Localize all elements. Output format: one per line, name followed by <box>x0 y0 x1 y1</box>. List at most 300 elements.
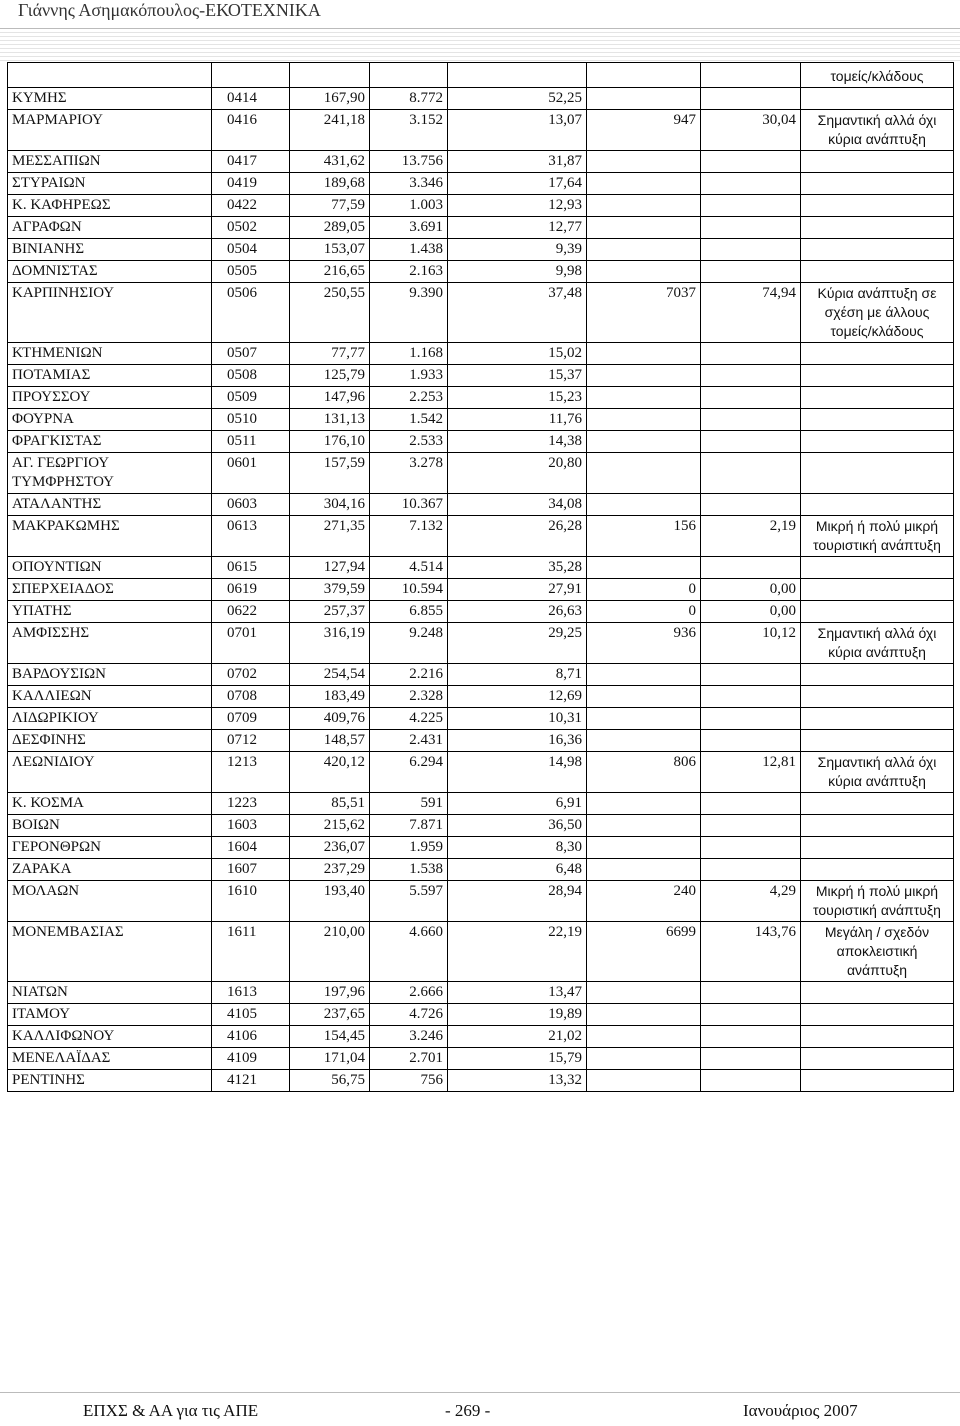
ratio-value <box>701 708 801 730</box>
municipality-name: ΑΓ. ΓΕΩΡΓΙΟΥ ΤΥΜΦΡΗΣΤΟΥ <box>8 453 212 494</box>
population-value: 4.225 <box>370 708 448 730</box>
municipality-name: ΚΥΜΗΣ <box>8 88 212 110</box>
density-value: 12,77 <box>448 217 587 239</box>
area-value: 379,59 <box>290 579 370 601</box>
development-note <box>801 494 954 516</box>
area-value: 154,45 <box>290 1026 370 1048</box>
municipality-code: 0509 <box>212 387 290 409</box>
area-value: 250,55 <box>290 283 370 343</box>
population-value: 6.294 <box>370 752 448 793</box>
beds-value <box>587 88 701 110</box>
population-value: 9.248 <box>370 623 448 664</box>
table-row <box>8 431 954 453</box>
municipality-name: ΥΠΑΤΗΣ <box>8 601 212 623</box>
ratio-value <box>701 365 801 387</box>
density-value: 6,48 <box>448 859 587 881</box>
area-value: 147,96 <box>290 387 370 409</box>
area-value: 189,68 <box>290 173 370 195</box>
ratio-value <box>701 730 801 752</box>
municipality-name: ΙΤΑΜΟΥ <box>8 1004 212 1026</box>
table-row <box>8 708 954 730</box>
beds-value <box>587 365 701 387</box>
density-value: 52,25 <box>448 88 587 110</box>
beds-value <box>587 217 701 239</box>
municipality-name: ΑΤΑΛΑΝΤΗΣ <box>8 494 212 516</box>
area-value: 237,29 <box>290 859 370 881</box>
municipality-name: ΔΟΜΝΙΣΤΑΣ <box>8 261 212 283</box>
area-value: 210,00 <box>290 922 370 982</box>
beds-value <box>587 261 701 283</box>
table-row <box>8 601 954 623</box>
population-value: 2.328 <box>370 686 448 708</box>
ratio-value <box>701 453 801 494</box>
table-row <box>8 173 954 195</box>
municipality-code: 0505 <box>212 261 290 283</box>
ratio-value <box>701 557 801 579</box>
municipality-name: ΒΙΝΙΑΝΗΣ <box>8 239 212 261</box>
population-value: 3.278 <box>370 453 448 494</box>
density-value: 8,30 <box>448 837 587 859</box>
municipality-code: 0712 <box>212 730 290 752</box>
table-row <box>8 88 954 110</box>
beds-value: 806 <box>587 752 701 793</box>
municipality-name: Κ. ΚΟΣΜΑ <box>8 793 212 815</box>
municipality-name: ΒΟΙΩΝ <box>8 815 212 837</box>
density-value: 20,80 <box>448 453 587 494</box>
table-row <box>8 623 954 664</box>
municipality-name: Κ. ΚΑΦΗΡΕΩΣ <box>8 195 212 217</box>
density-value: 15,02 <box>448 343 587 365</box>
population-value: 756 <box>370 1070 448 1092</box>
table-row <box>8 283 954 343</box>
footer-left: ΕΠΧΣ & ΑΑ για τις ΑΠΕ <box>83 1401 259 1420</box>
density-value: 12,69 <box>448 686 587 708</box>
municipality-name: ΜΟΛΑΩΝ <box>8 881 212 922</box>
development-note <box>801 859 954 881</box>
area-value: 183,49 <box>290 686 370 708</box>
density-value: 13,32 <box>448 1070 587 1092</box>
municipality-name: ΓΕΡΟΝΘΡΩΝ <box>8 837 212 859</box>
municipality-code: 0615 <box>212 557 290 579</box>
area-value: 167,90 <box>290 88 370 110</box>
ratio-value <box>701 837 801 859</box>
density-value: 16,36 <box>448 730 587 752</box>
area-value: 431,62 <box>290 151 370 173</box>
municipality-code: 0506 <box>212 283 290 343</box>
ratio-value: 4,29 <box>701 881 801 922</box>
municipality-name: ΑΜΦΙΣΣΗΣ <box>8 623 212 664</box>
density-value: 27,91 <box>448 579 587 601</box>
table-row <box>8 837 954 859</box>
density-value: 31,87 <box>448 151 587 173</box>
population-value: 2.533 <box>370 431 448 453</box>
ratio-value <box>701 793 801 815</box>
beds-value: 7037 <box>587 283 701 343</box>
density-value: 15,37 <box>448 365 587 387</box>
municipality-code: 1607 <box>212 859 290 881</box>
municipality-code: 0510 <box>212 409 290 431</box>
beds-value <box>587 982 701 1004</box>
municipality-name: ΦΡΑΓΚΙΣΤΑΣ <box>8 431 212 453</box>
municipality-name: ΠΡΟΥΣΣΟΥ <box>8 387 212 409</box>
population-value: 2.216 <box>370 664 448 686</box>
population-value: 3.346 <box>370 173 448 195</box>
municipality-code: 4105 <box>212 1004 290 1026</box>
density-value: 12,93 <box>448 195 587 217</box>
population-value: 2.163 <box>370 261 448 283</box>
area-value: 85,51 <box>290 793 370 815</box>
development-note <box>801 1026 954 1048</box>
development-note <box>801 1070 954 1092</box>
area-value: 271,35 <box>290 516 370 557</box>
ratio-value <box>701 859 801 881</box>
density-value: 9,39 <box>448 239 587 261</box>
municipality-table <box>7 62 954 1092</box>
municipality-code: 0419 <box>212 173 290 195</box>
table-row <box>8 494 954 516</box>
ratio-value <box>701 1070 801 1092</box>
population-value: 13.756 <box>370 151 448 173</box>
ratio-value <box>701 494 801 516</box>
municipality-name: ΚΑΛΛΙΦΩΝΟΥ <box>8 1026 212 1048</box>
development-note <box>801 173 954 195</box>
population-value: 1.959 <box>370 837 448 859</box>
area-value: 289,05 <box>290 217 370 239</box>
ratio-value <box>701 88 801 110</box>
population-value: 4.514 <box>370 557 448 579</box>
density-value: 6,91 <box>448 793 587 815</box>
table-row <box>8 217 954 239</box>
ratio-value <box>701 217 801 239</box>
development-note <box>801 365 954 387</box>
table-row <box>8 195 954 217</box>
development-note: Σημαντική αλλά όχι κύρια ανάπτυξη <box>801 623 954 664</box>
density-value: 19,89 <box>448 1004 587 1026</box>
area-value: 148,57 <box>290 730 370 752</box>
beds-value <box>587 151 701 173</box>
development-note <box>801 151 954 173</box>
development-note <box>801 453 954 494</box>
footer-divider <box>0 1392 960 1393</box>
municipality-name: ΛΕΩΝΙΔΙΟΥ <box>8 752 212 793</box>
beds-value <box>587 1070 701 1092</box>
population-value: 7.871 <box>370 815 448 837</box>
table-row <box>8 110 954 151</box>
table-row <box>8 151 954 173</box>
ratio-value: 0,00 <box>701 579 801 601</box>
table-row <box>8 516 954 557</box>
table-row <box>8 387 954 409</box>
development-note: Μεγάλη / σχεδόν αποκλειστική ανάπτυξη <box>801 922 954 982</box>
municipality-code: 0414 <box>212 88 290 110</box>
density-value: 26,28 <box>448 516 587 557</box>
beds-value <box>587 239 701 261</box>
municipality-name: ΚΤΗΜΕΝΙΩΝ <box>8 343 212 365</box>
development-note <box>801 837 954 859</box>
area-value: 77,59 <box>290 195 370 217</box>
development-note: Μικρή ή πολύ μικρή τουριστική ανάπτυξη <box>801 516 954 557</box>
ratio-value: 143,76 <box>701 922 801 982</box>
density-value: 21,02 <box>448 1026 587 1048</box>
municipality-name: ΠΟΤΑΜΙΑΣ <box>8 365 212 387</box>
development-note <box>801 601 954 623</box>
population-value: 3.246 <box>370 1026 448 1048</box>
beds-value <box>587 557 701 579</box>
beds-value <box>587 431 701 453</box>
ratio-value: 12,81 <box>701 752 801 793</box>
municipality-code: 0603 <box>212 494 290 516</box>
area-value: 215,62 <box>290 815 370 837</box>
municipality-name: ΜΕΣΣΑΠΙΩΝ <box>8 151 212 173</box>
ratio-value <box>701 664 801 686</box>
population-value: 10.367 <box>370 494 448 516</box>
ratio-value <box>701 686 801 708</box>
municipality-code: 1604 <box>212 837 290 859</box>
development-note <box>801 708 954 730</box>
population-value: 2.701 <box>370 1048 448 1070</box>
municipality-code: 0709 <box>212 708 290 730</box>
density-value: 13,47 <box>448 982 587 1004</box>
municipality-code: 0417 <box>212 151 290 173</box>
beds-value <box>587 686 701 708</box>
municipality-code: 0708 <box>212 686 290 708</box>
header-hatch-band <box>0 29 960 61</box>
development-note <box>801 1004 954 1026</box>
table-row <box>8 664 954 686</box>
density-value: 26,63 <box>448 601 587 623</box>
municipality-code: 0416 <box>212 110 290 151</box>
beds-value: 156 <box>587 516 701 557</box>
beds-value <box>587 343 701 365</box>
area-value: 125,79 <box>290 365 370 387</box>
population-value: 10.594 <box>370 579 448 601</box>
page-header: Γιάννης Ασημακόπουλος-ΕΚΟΤΕΧΝΙΚΑ <box>18 0 321 20</box>
ratio-value <box>701 343 801 365</box>
population-value: 3.691 <box>370 217 448 239</box>
beds-value <box>587 494 701 516</box>
ratio-value: 0,00 <box>701 601 801 623</box>
table-row <box>8 365 954 387</box>
table-row <box>8 1070 954 1092</box>
municipality-name: ΚΑΡΠΙΝΗΣΙΟΥ <box>8 283 212 343</box>
table-row <box>8 261 954 283</box>
municipality-name: ΣΠΕΡΧΕΙΑΔΟΣ <box>8 579 212 601</box>
density-value: 37,48 <box>448 283 587 343</box>
ratio-value <box>701 195 801 217</box>
density-value: 17,64 <box>448 173 587 195</box>
municipality-name: ΑΓΡΑΦΩΝ <box>8 217 212 239</box>
density-value: 35,28 <box>448 557 587 579</box>
development-note <box>801 387 954 409</box>
ratio-value <box>701 1026 801 1048</box>
page-number: - 269 - <box>445 1401 491 1420</box>
area-value: 157,59 <box>290 453 370 494</box>
density-value: 13,07 <box>448 110 587 151</box>
area-value: 304,16 <box>290 494 370 516</box>
municipality-code: 4106 <box>212 1026 290 1048</box>
ratio-value <box>701 387 801 409</box>
ratio-value <box>701 173 801 195</box>
municipality-name: ΛΙΔΩΡΙΚΙΟΥ <box>8 708 212 730</box>
beds-value <box>587 173 701 195</box>
table-row <box>8 859 954 881</box>
municipality-name: ΚΑΛΛΙΕΩΝ <box>8 686 212 708</box>
population-value: 1.168 <box>370 343 448 365</box>
table-row <box>8 881 954 922</box>
beds-value <box>587 453 701 494</box>
municipality-code: 0508 <box>212 365 290 387</box>
beds-value <box>587 815 701 837</box>
density-value: 10,31 <box>448 708 587 730</box>
development-note: Σημαντική αλλά όχι κύρια ανάπτυξη <box>801 110 954 151</box>
density-value: 28,94 <box>448 881 587 922</box>
area-value: 316,19 <box>290 623 370 664</box>
beds-value: 936 <box>587 623 701 664</box>
population-value: 4.660 <box>370 922 448 982</box>
municipality-code: 0504 <box>212 239 290 261</box>
ratio-value <box>701 151 801 173</box>
population-value: 1.003 <box>370 195 448 217</box>
municipality-name: ΦΟΥΡΝΑ <box>8 409 212 431</box>
municipality-name: ΜΟΝΕΜΒΑΣΙΑΣ <box>8 922 212 982</box>
table-row <box>8 1048 954 1070</box>
area-value: 176,10 <box>290 431 370 453</box>
beds-value <box>587 730 701 752</box>
municipality-code: 1213 <box>212 752 290 793</box>
area-value: 131,13 <box>290 409 370 431</box>
municipality-code: 4121 <box>212 1070 290 1092</box>
municipality-name: ΡΕΝΤΙΝΗΣ <box>8 1070 212 1092</box>
development-note <box>801 409 954 431</box>
development-note <box>801 815 954 837</box>
ratio-value <box>701 1048 801 1070</box>
municipality-name: ΜΑΡΜΑΡΙΟΥ <box>8 110 212 151</box>
table-row <box>8 982 954 1004</box>
development-note <box>801 239 954 261</box>
beds-value <box>587 793 701 815</box>
development-note <box>801 88 954 110</box>
ratio-value <box>701 431 801 453</box>
density-value: 15,23 <box>448 387 587 409</box>
area-value: 171,04 <box>290 1048 370 1070</box>
ratio-value <box>701 239 801 261</box>
ratio-value: 30,04 <box>701 110 801 151</box>
beds-value <box>587 859 701 881</box>
municipality-name: ΖΑΡΑΚΑ <box>8 859 212 881</box>
area-value: 237,65 <box>290 1004 370 1026</box>
development-note <box>801 664 954 686</box>
municipality-code: 1610 <box>212 881 290 922</box>
municipality-code: 0422 <box>212 195 290 217</box>
municipality-code: 1603 <box>212 815 290 837</box>
municipality-code: 0619 <box>212 579 290 601</box>
table-row <box>8 239 954 261</box>
density-value: 11,76 <box>448 409 587 431</box>
density-value: 8,71 <box>448 664 587 686</box>
beds-value <box>587 708 701 730</box>
ratio-value <box>701 815 801 837</box>
development-note <box>801 793 954 815</box>
population-value: 1.933 <box>370 365 448 387</box>
population-value: 4.726 <box>370 1004 448 1026</box>
table-row <box>8 922 954 982</box>
density-value: 14,98 <box>448 752 587 793</box>
beds-value <box>587 837 701 859</box>
table-row <box>8 1026 954 1048</box>
municipality-code: 0502 <box>212 217 290 239</box>
area-value: 236,07 <box>290 837 370 859</box>
footer-date: Ιανουάριος 2007 <box>743 1401 858 1420</box>
area-value: 257,37 <box>290 601 370 623</box>
municipality-name: ΔΕΣΦΙΝΗΣ <box>8 730 212 752</box>
population-value: 1.542 <box>370 409 448 431</box>
beds-value: 0 <box>587 601 701 623</box>
ratio-value: 10,12 <box>701 623 801 664</box>
table-body <box>8 63 954 1092</box>
municipality-name: ΜΑΚΡΑΚΩΜΗΣ <box>8 516 212 557</box>
area-value: 420,12 <box>290 752 370 793</box>
municipality-code: 0702 <box>212 664 290 686</box>
population-value: 5.597 <box>370 881 448 922</box>
development-note <box>801 1048 954 1070</box>
ratio-value: 2,19 <box>701 516 801 557</box>
density-value: 15,79 <box>448 1048 587 1070</box>
beds-value <box>587 1026 701 1048</box>
table-row <box>8 343 954 365</box>
table-row <box>8 557 954 579</box>
density-value: 9,98 <box>448 261 587 283</box>
area-value: 197,96 <box>290 982 370 1004</box>
population-value: 3.152 <box>370 110 448 151</box>
population-value: 1.538 <box>370 859 448 881</box>
density-value: 22,19 <box>448 922 587 982</box>
population-value: 1.438 <box>370 239 448 261</box>
area-value: 241,18 <box>290 110 370 151</box>
population-value: 8.772 <box>370 88 448 110</box>
development-note: Μικρή ή πολύ μικρή τουριστική ανάπτυξη <box>801 881 954 922</box>
population-value: 2.666 <box>370 982 448 1004</box>
table-row <box>8 686 954 708</box>
municipality-name: ΜΕΝΕΛΑΪΔΑΣ <box>8 1048 212 1070</box>
development-note <box>801 982 954 1004</box>
population-value: 6.855 <box>370 601 448 623</box>
population-value: 7.132 <box>370 516 448 557</box>
beds-value: 240 <box>587 881 701 922</box>
development-note <box>801 195 954 217</box>
municipality-code: 0601 <box>212 453 290 494</box>
municipality-code: 0622 <box>212 601 290 623</box>
density-value: 29,25 <box>448 623 587 664</box>
municipality-code: 1613 <box>212 982 290 1004</box>
municipality-code: 1611 <box>212 922 290 982</box>
area-value: 216,65 <box>290 261 370 283</box>
beds-value <box>587 1048 701 1070</box>
table-row <box>8 409 954 431</box>
development-note <box>801 431 954 453</box>
development-note <box>801 730 954 752</box>
table-row <box>8 579 954 601</box>
development-note <box>801 261 954 283</box>
development-note <box>801 217 954 239</box>
municipality-code: 1223 <box>212 793 290 815</box>
area-value: 77,77 <box>290 343 370 365</box>
beds-value <box>587 409 701 431</box>
development-note: Κύρια ανάπτυξη σε σχέση με άλλους τομείς/κλάδους <box>801 283 954 343</box>
population-value: 2.253 <box>370 387 448 409</box>
population-value: 2.431 <box>370 730 448 752</box>
beds-value: 0 <box>587 579 701 601</box>
beds-value <box>587 1004 701 1026</box>
